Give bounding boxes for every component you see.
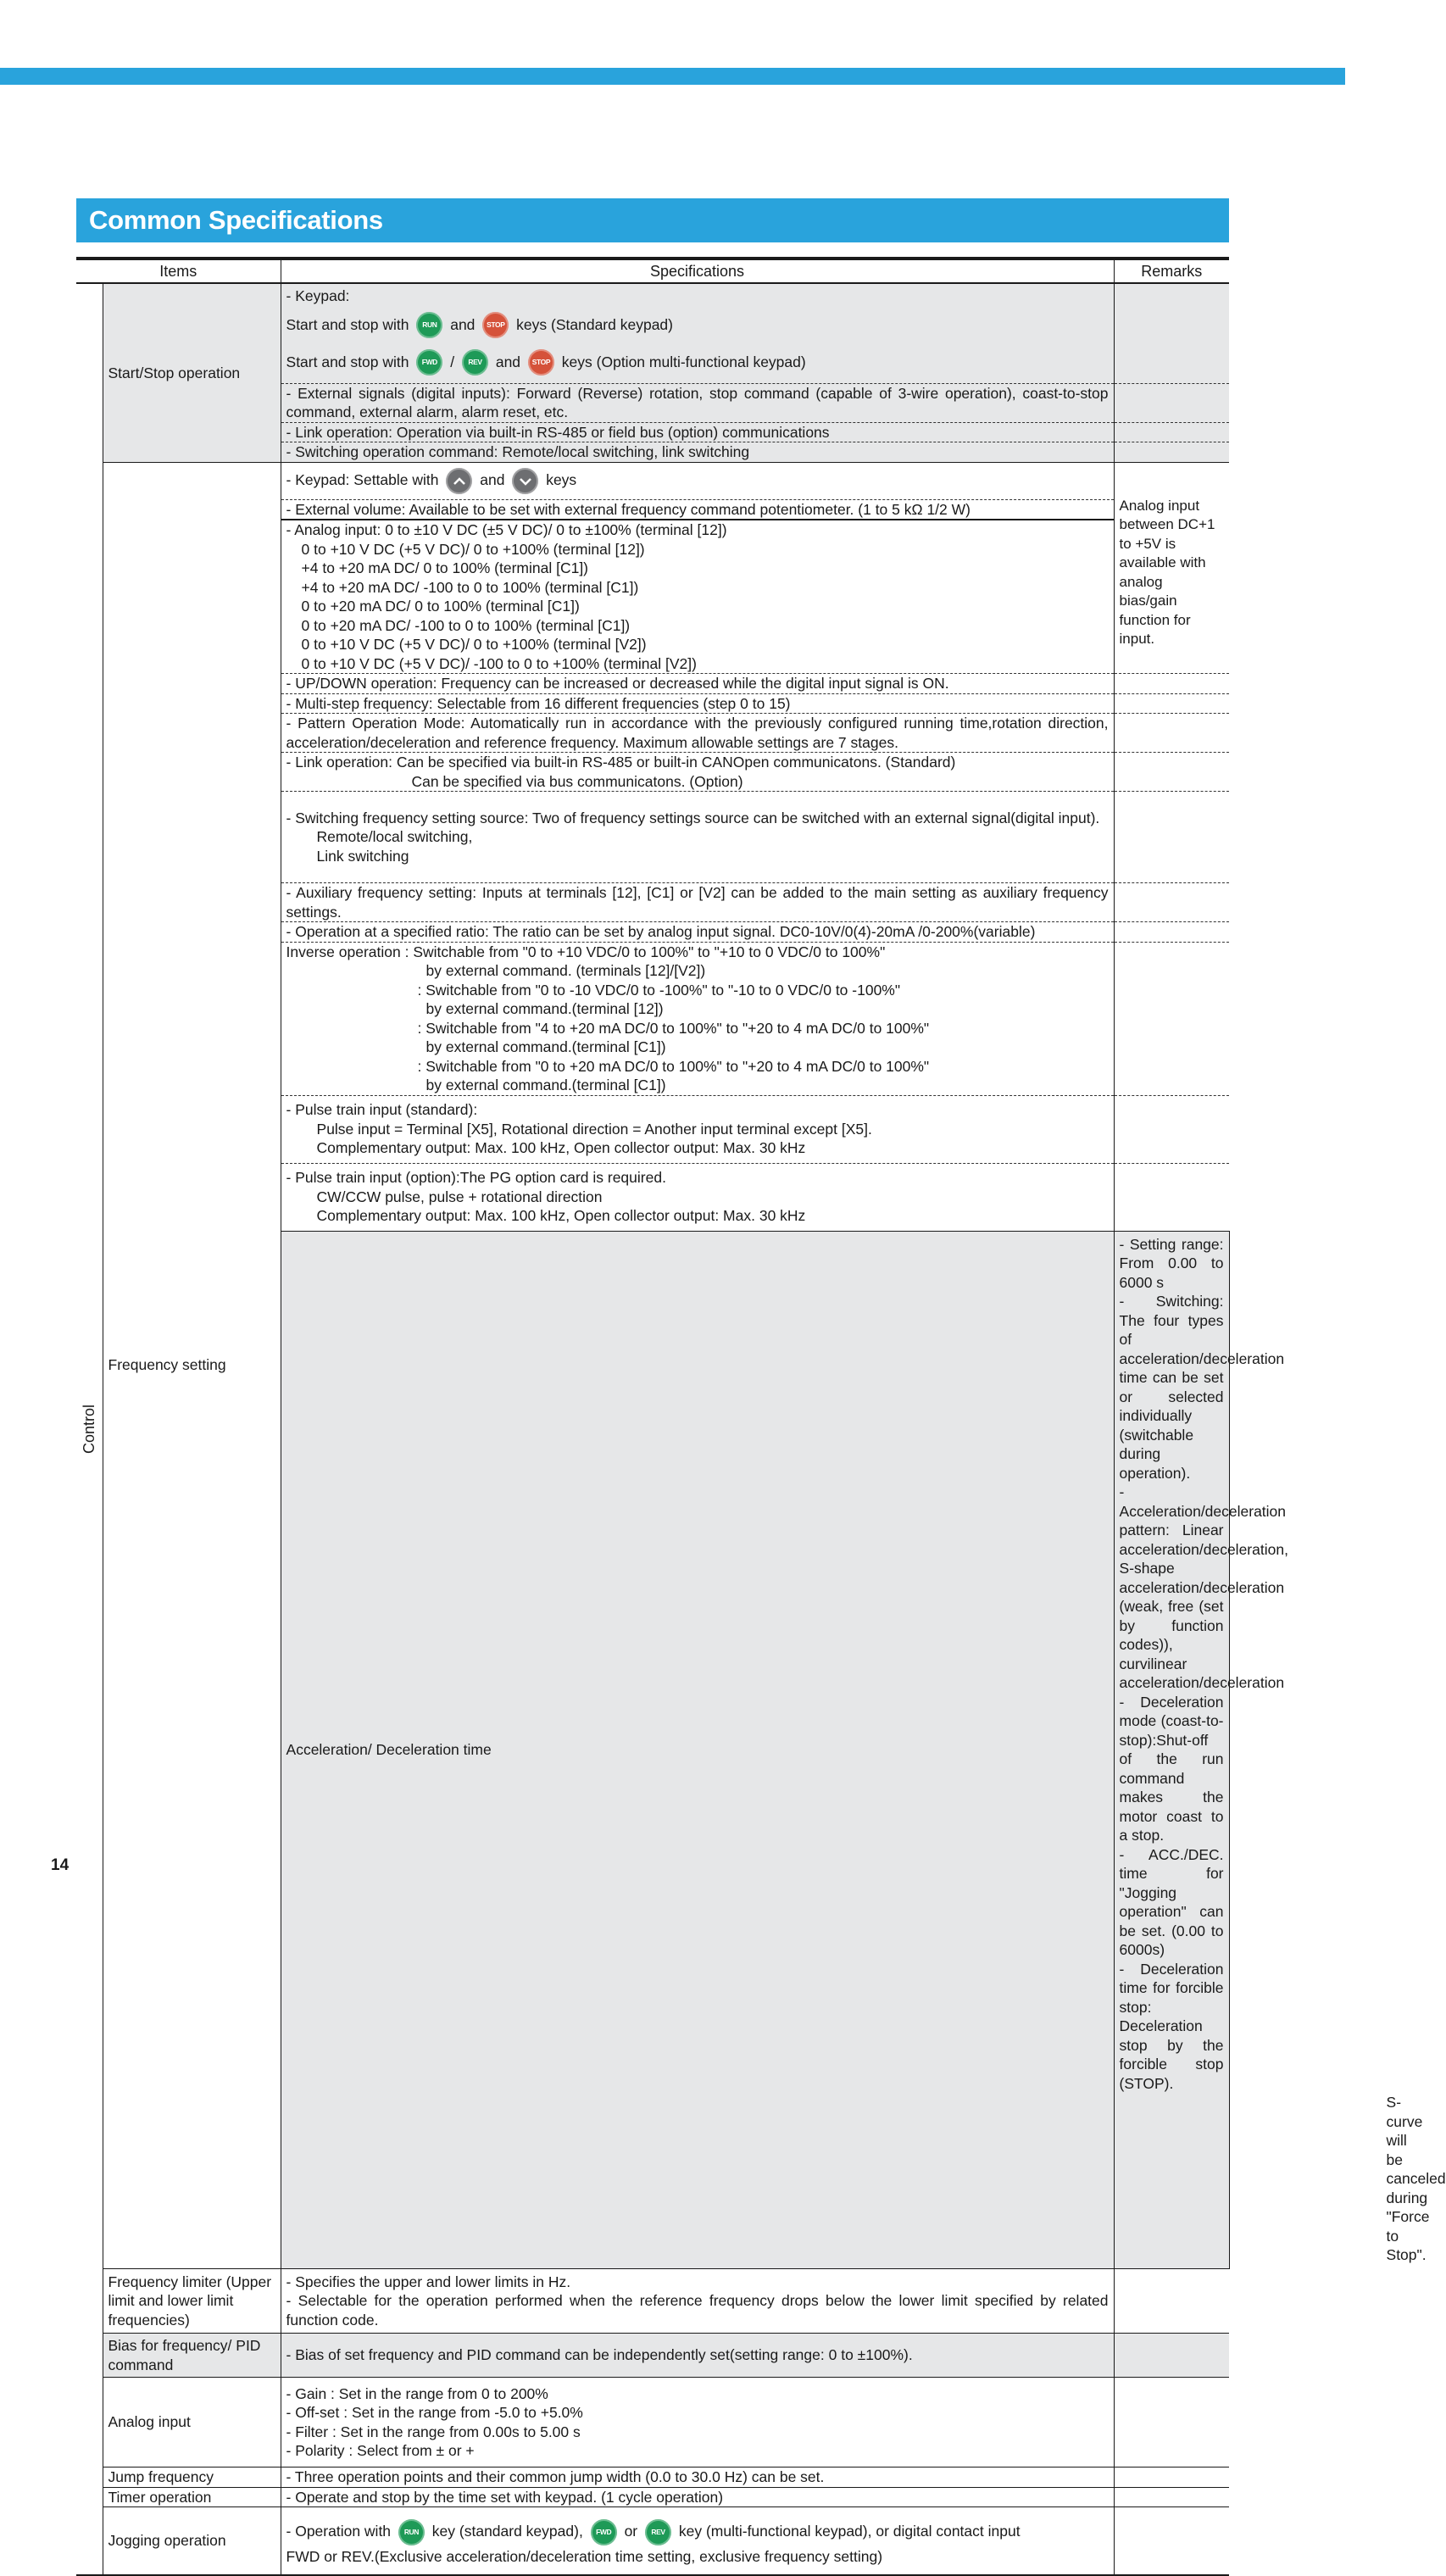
accel-line: - Acceleration/deceleration pattern: Linear acceleration/deceleration, S-shape acceleration/deceleration (weak, free (set by function codes)), curvilinear acceleration/deceleration	[1119, 1483, 1288, 1691]
spec-timer-operation: - Operate and stop by the time set with keypad. (1 cycle operation)	[281, 2487, 1114, 2507]
spec-text: key (standard keypad),	[431, 2523, 583, 2540]
spec-text: Start and stop with	[286, 353, 409, 370]
item-frequency-setting: Frequency setting	[103, 462, 281, 2268]
item-start-stop: Start/Stop operation	[103, 283, 281, 462]
section-title: Common Specifications	[89, 205, 383, 235]
spec-switching-source-text: - Switching frequency setting source: Two of frequency settings source can be switched with an external signal(digital input).	[286, 809, 1100, 826]
pulse-std-line: Pulse input = Terminal [X5], Rotational direction = Another input terminal except [X5].	[316, 1120, 872, 1138]
spec-pulse-standard	[281, 1095, 1114, 1163]
analog-setting-line: - Filter : Set in the range from 0.00s to 5.00 s	[286, 2423, 581, 2440]
remarks-cell	[1114, 792, 1229, 883]
inverse-line: by external command.(terminal [C1])	[425, 1038, 666, 1055]
item-analog-input: Analog input	[103, 2378, 281, 2468]
table-row	[76, 2487, 1229, 2507]
remarks-analog-input-text: Analog input between DC+1 to +5V is available with analog bias/gain function for input.	[1119, 497, 1215, 647]
spec-freq-keypad	[281, 462, 1114, 499]
remarks-cell	[1114, 2378, 1229, 2468]
spec-updown: - UP/DOWN operation: Frequency can be increased or decreased while the digital input signal is ON.	[281, 674, 1114, 694]
spec-external-volume: - External volume: Available to be set with external frequency command potentiometer. (1 to 5 kΩ 1/2 W)	[281, 499, 1114, 520]
accel-line: - Setting range: From 0.00 to 6000 s	[1119, 1235, 1224, 1291]
spec-jogging-operation	[281, 2507, 1114, 2575]
remarks-cell	[1114, 283, 1229, 383]
spec-jump-frequency: - Three operation points and their common jump width (0.0 to 30.0 Hz) can be set.	[281, 2468, 1114, 2488]
spec-text: keys (Standard keypad)	[516, 315, 673, 333]
table-header-row	[76, 259, 1229, 283]
spec-text: key (multi-functional keypad), or digital contact input	[678, 2523, 1021, 2540]
run-key-icon: RUN	[416, 312, 442, 338]
spec-text: and	[495, 353, 521, 370]
limiter-line: - Specifies the upper and lower limits in Hz.	[286, 2273, 571, 2290]
remarks-cell	[1114, 2468, 1229, 2488]
spec-keypad-standard	[286, 306, 1109, 343]
inverse-line: by external command.(terminal [C1])	[425, 1077, 666, 1093]
item-jump-frequency: Jump frequency	[103, 2468, 281, 2488]
spec-text: /	[450, 353, 455, 370]
remarks-analog-input	[1114, 462, 1229, 674]
item-bias: Bias for frequency/ PID command	[103, 2334, 281, 2378]
section-title-bar	[76, 198, 1229, 242]
remarks-cell	[1114, 383, 1229, 422]
accel-line: - Deceleration mode (coast-to-stop):Shut-off of the run command makes the motor coast to a stop.	[1119, 1693, 1224, 1844]
inverse-line: : Switchable from "0 to -10 VDC/0 to -100%" to "-10 to 0 VDC/0 to -100%"	[417, 981, 901, 999]
header-remarks: Remarks	[1114, 259, 1229, 283]
analog-setting-line: - Polarity : Select from ± or +	[286, 2442, 475, 2459]
table-row	[76, 2334, 1229, 2378]
jog-line-2: FWD or REV.(Exclusive acceleration/deceleration time setting, exclusive frequency setting)	[286, 2548, 883, 2565]
stop-key-icon: STOP	[528, 349, 554, 376]
remarks-cell	[1114, 422, 1229, 442]
accel-line: - Switching: The four types of acceleration/deceleration time can be set or selected individually (switchable during operation).	[1119, 1293, 1285, 1482]
spec-acceleration	[1114, 1231, 1446, 2268]
spec-keypad-option	[286, 343, 1109, 381]
remarks-cell	[1114, 2268, 1229, 2334]
spec-text: and	[480, 470, 505, 488]
pulse-opt-line: CW/CCW pulse, pulse + rotational direction	[316, 1188, 603, 1205]
remarks-cell	[1114, 1095, 1229, 1163]
limiter-line: - Selectable for the operation performed when the reference frequency drops below the lower limit specified by related function code.	[286, 2292, 1109, 2328]
spec-text: and	[450, 315, 476, 333]
remarks-cell	[1114, 1163, 1229, 1231]
pulse-opt-line: Complementary output: Max. 100 kHz, Open collector output: Max. 30 kHz	[316, 1207, 806, 1225]
stop-key-icon: STOP	[482, 312, 509, 338]
spec-text: Start and stop with	[286, 315, 409, 333]
table-row	[76, 462, 1229, 499]
spec-keypad-label: - Keypad:	[286, 287, 350, 304]
category-cell	[76, 283, 103, 2575]
inverse-line: : Switchable from "4 to +20 mA DC/0 to 100%" to "+20 to 4 mA DC/0 to 100%"	[417, 1019, 930, 1037]
spec-text: - Operation with	[286, 2523, 392, 2540]
item-acceleration: Acceleration/ Deceleration time	[281, 1231, 1114, 2268]
jog-line-1	[286, 2515, 1109, 2547]
spec-pulse-option	[281, 1163, 1114, 1231]
fwd-key-icon: FWD	[591, 2519, 617, 2545]
table-row	[76, 283, 1229, 383]
spec-auxiliary: - Auxiliary frequency setting: Inputs at terminals [12], [C1] or [V2] can be added to the main setting as auxiliary frequency settings.	[281, 883, 1114, 922]
fwd-key-icon: FWD	[416, 349, 442, 376]
accel-line: - Deceleration time for forcible stop: Deceleration stop by the forcible stop (STOP).	[1119, 1960, 1224, 2092]
spec-pattern-mode: - Pattern Operation Mode: Automatically run in accordance with the previously configured running time,rotation direction, acceleration/deceleration and reference frequency. Maximum allowable settings are 7 stages.	[281, 714, 1114, 753]
spec-analog-input	[281, 520, 1114, 674]
analog-line: 0 to +20 mA DC/ -100 to 0 to 100% (terminal [C1])	[301, 616, 631, 634]
remarks-cell	[1114, 942, 1229, 1095]
analog-line: 0 to +10 V DC (+5 V DC)/ 0 to +100% (terminal [12])	[301, 540, 645, 558]
spec-text: - Keypad: Settable with	[286, 470, 439, 488]
spec-text: or	[624, 2523, 638, 2540]
remarks-cell	[1114, 753, 1229, 792]
analog-line: +4 to +20 mA DC/ 0 to 100% (terminal [C1])	[301, 559, 589, 576]
remarks-cell	[1114, 2507, 1229, 2575]
remarks-cell	[1114, 2334, 1229, 2378]
spec-analog-settings	[281, 2378, 1114, 2468]
pulse-opt-line: - Pulse train input (option):The PG option card is required.	[286, 1169, 666, 1187]
inverse-line: Inverse operation : Switchable from "0 to +10 VDC/0 to 100%" to "+10 to 0 VDC/0 to 100%"	[286, 943, 886, 960]
category-label: Control	[81, 1404, 97, 1454]
pulse-std-line: - Pulse train input (standard):	[286, 1101, 478, 1119]
header-items: Items	[76, 259, 281, 283]
remarks-cell	[1114, 442, 1229, 463]
accel-line: - ACC./DEC. time for "Jogging operation" can be set. (0.00 to 6000s)	[1119, 1845, 1224, 1958]
inverse-line: : Switchable from "0 to +20 mA DC/0 to 100%" to "+20 to 4 mA DC/0 to 100%"	[417, 1057, 930, 1075]
spec-keypad	[281, 283, 1114, 383]
pulse-std-line: Complementary output: Max. 100 kHz, Open collector output: Max. 30 kHz	[316, 1139, 806, 1157]
spec-switching-remote: Remote/local switching,	[316, 828, 473, 846]
accel-line: S-curve will be canceled during "Force to Stop".	[1386, 2094, 1446, 2263]
spec-text: keys (Option multi-functional keypad)	[561, 353, 806, 370]
item-frequency-limiter: Frequency limiter (Upper limit and lower limit frequencies)	[103, 2268, 281, 2334]
analog-setting-line: - Off-set : Set in the range from -5.0 to +5.0%	[286, 2404, 583, 2421]
spec-switching-source	[281, 792, 1114, 883]
spec-multistep: - Multi-step frequency: Selectable from 16 different frequencies (step 0 to 15)	[281, 693, 1114, 714]
remarks-cell	[1114, 2487, 1229, 2507]
item-jogging-operation: Jogging operation	[103, 2507, 281, 2575]
remarks-cell	[1114, 883, 1229, 922]
table-row	[76, 2507, 1229, 2575]
spec-external-signals: - External signals (digital inputs): Forward (Reverse) rotation, stop command (capable of 3-wire operation), coast-to-stop command, external alarm, alarm reset, etc.	[281, 383, 1114, 422]
remarks-cell	[1114, 714, 1229, 753]
remarks-cell	[1114, 922, 1229, 943]
run-key-icon: RUN	[398, 2519, 425, 2545]
analog-line: 0 to +10 V DC (+5 V DC)/ 0 to +100% (terminal [V2])	[301, 636, 647, 653]
remarks-cell	[1114, 693, 1229, 714]
spec-freq-link-standard: - Link operation: Can be specified via built-in RS-485 or built-in CANOpen communicatons. (Standard)	[286, 754, 956, 771]
top-accent-bar	[0, 68, 1345, 85]
spec-link-operation: - Link operation: Operation via built-in RS-485 or field bus (option) communications	[281, 422, 1114, 442]
spec-text: keys	[546, 470, 577, 488]
analog-line: 0 to +20 mA DC/ 0 to 100% (terminal [C1])	[301, 598, 580, 615]
table-row	[76, 2468, 1229, 2488]
spec-freq-link	[281, 753, 1114, 792]
spec-switching-link: Link switching	[316, 847, 409, 865]
down-arrow-key-icon	[512, 468, 538, 494]
spec-switching-command: - Switching operation command: Remote/local switching, link switching	[281, 442, 1114, 463]
analog-setting-line: - Gain : Set in the range from 0 to 200%	[286, 2384, 548, 2402]
rev-key-icon: REV	[462, 349, 488, 376]
rev-key-icon: REV	[645, 2519, 671, 2545]
spec-frequency-limiter	[281, 2268, 1114, 2334]
up-arrow-key-icon	[446, 468, 472, 494]
spec-analog-first: - Analog input: 0 to ±10 V DC (±5 V DC)/ 0 to ±100% (terminal [12])	[286, 521, 727, 538]
spec-inverse-operation	[281, 942, 1114, 1095]
inverse-line: by external command.(terminal [12])	[425, 1000, 664, 1017]
analog-line: +4 to +20 mA DC/ -100 to 0 to 100% (terminal [C1])	[301, 578, 639, 596]
spec-ratio: - Operation at a specified ratio: The ratio can be set by analog input signal. DC0-10V/0(4)-20mA /0-200%(variable)	[281, 922, 1114, 943]
header-specifications: Specifications	[281, 259, 1114, 283]
inverse-line: by external command. (terminals [12]/[V2])	[425, 962, 706, 979]
item-timer-operation: Timer operation	[103, 2487, 281, 2507]
analog-line: 0 to +10 V DC (+5 V DC)/ -100 to 0 to +100% (terminal [V2])	[301, 654, 697, 672]
table-row	[76, 2268, 1229, 2334]
remarks-cell	[1114, 674, 1229, 694]
page-number: 14	[51, 1856, 70, 1874]
spec-freq-link-option: Can be specified via bus communicatons. (Option)	[411, 772, 743, 790]
spec-bias: - Bias of set frequency and PID command can be independently set(setting range: 0 to ±100%).	[281, 2334, 1114, 2378]
table-row	[76, 2378, 1229, 2468]
specifications-table	[76, 257, 1446, 2576]
